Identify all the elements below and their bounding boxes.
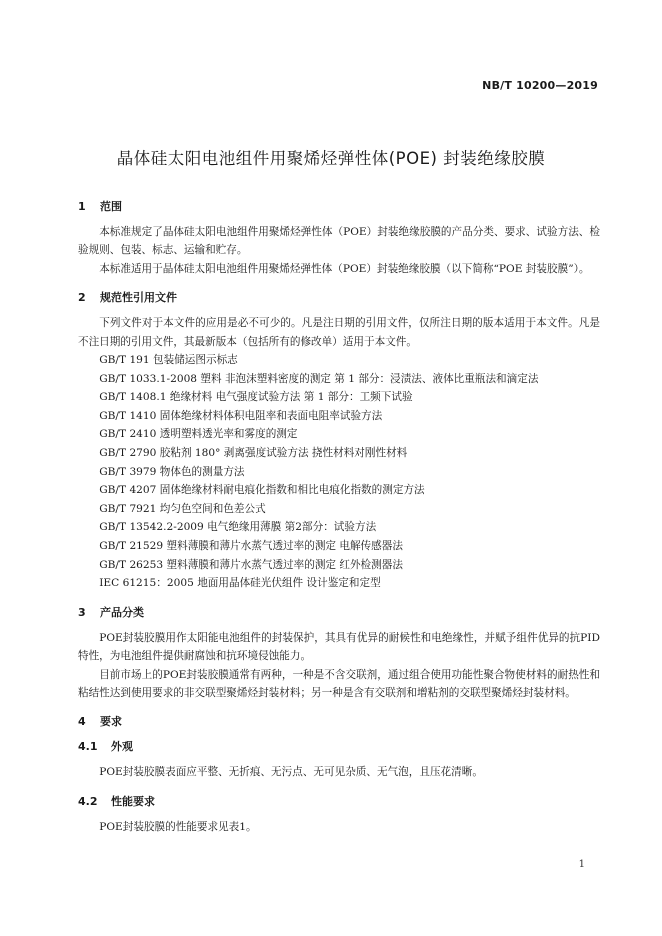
document-body: [78, 198, 600, 836]
reference-item: GB/T 191 包装储运图示标志: [99, 354, 238, 367]
section-title: 范围: [100, 200, 122, 213]
section-title: 产品分类: [100, 605, 144, 619]
page-number: 1: [578, 859, 585, 870]
standard-code: NB/T 10200—2019: [482, 79, 598, 92]
section-2-heading: [78, 289, 600, 306]
section-1-heading: [78, 198, 600, 215]
subsection-title: 性能要求: [111, 794, 155, 808]
section-3-heading: [78, 604, 600, 621]
reference-list: [78, 351, 600, 593]
section-number: 2: [78, 291, 86, 305]
section-title: 要求: [100, 715, 122, 729]
paragraph: 下列文件对于本文件的应用是必不可少的。凡是注日期的引用文件，仅所注日期的版本适用于本文件。凡是不注日期的引用文件，其最新版本（包括所有的修改单）适用于本文件。: [78, 317, 600, 348]
paragraph: 本标准规定了晶体硅太阳电池组件用聚烯烃弹性体（POE）封装绝缘胶膜的产品分类、要求、试验方法、检验规则、包装、标志、运输和贮存。: [78, 226, 600, 257]
paragraph: POE封装胶膜表面应平整、无折痕、无污点、无可见杂质、无气泡，且压花清晰。: [99, 766, 483, 779]
reference-item: GB/T 3979 物体色的测量方法: [99, 465, 245, 478]
section-number: 1: [78, 200, 86, 213]
paragraph: 目前市场上的POE封装胶膜通常有两种，一种是不含交联剂，通过组合使用功能性聚合物使材料的耐热性和粘结性达到使用要求的非交联型聚烯烃封装材料；另一种是含有交联剂和增粘剂的交联型聚烯烃封装材料。: [78, 668, 600, 699]
reference-item: IEC 61215：2005 地面用晶体硅光伏组件 设计鉴定和定型: [99, 577, 381, 590]
reference-item: GB/T 2410 透明塑料透光率和雾度的测定: [99, 428, 298, 441]
subsection-number: 4.1: [78, 740, 98, 754]
reference-item: GB/T 26253 塑料薄膜和薄片水蒸气透过率的测定 红外检测器法: [99, 558, 403, 571]
paragraph: 本标准适用于晶体硅太阳电池组件用聚烯烃弹性体（POE）封装绝缘胶膜（以下简称“POE 封装胶膜”）。: [99, 262, 590, 275]
section-number: 3: [78, 605, 86, 619]
reference-item: GB/T 7921 均匀色空间和色差公式: [99, 502, 266, 515]
subsection-4-1-heading: [78, 738, 600, 755]
reference-item: GB/T 4207 固体绝缘材料耐电痕化指数和相比电痕化指数的测定方法: [99, 484, 425, 497]
reference-item: GB/T 13542.2-2009 电气绝缘用薄膜 第2部分：试验方法: [99, 521, 377, 534]
section-4-heading: [78, 713, 600, 730]
document-title: 晶体硅太阳电池组件用聚烯烃弹性体(POE) 封装绝缘胶膜: [116, 149, 546, 168]
subsection-title: 外观: [111, 740, 133, 754]
reference-item: GB/T 1408.1 绝缘材料 电气强度试验方法 第 1 部分：工频下试验: [99, 391, 413, 404]
subsection-4-2-heading: [78, 793, 600, 810]
reference-item: GB/T 1410 固体绝缘材料体积电阻率和表面电阻率试验方法: [99, 409, 383, 422]
reference-item: GB/T 2790 胶粘剂 180° 剥离强度试验方法 挠性材料对刚性材料: [99, 447, 408, 459]
section-number: 4: [78, 715, 86, 729]
paragraph: POE封装胶膜的性能要求见表1。: [99, 820, 257, 833]
section-title: 规范性引用文件: [100, 291, 177, 305]
reference-item: GB/T 1033.1-2008 塑料 非泡沫塑料密度的测定 第 1 部分：浸渍法、液体比重瓶法和滴定法: [99, 372, 539, 385]
reference-item: GB/T 21529 塑料薄膜和薄片水蒸气透过率的测定 电解传感器法: [99, 539, 403, 552]
subsection-number: 4.2: [78, 794, 98, 808]
paragraph: POE封装胶膜用作太阳能电池组件的封装保护，其具有优异的耐候性和电绝缘性，并赋予组件优异的抗PID特性，为电池组件提供耐腐蚀和抗环境侵蚀能力。: [78, 631, 600, 663]
